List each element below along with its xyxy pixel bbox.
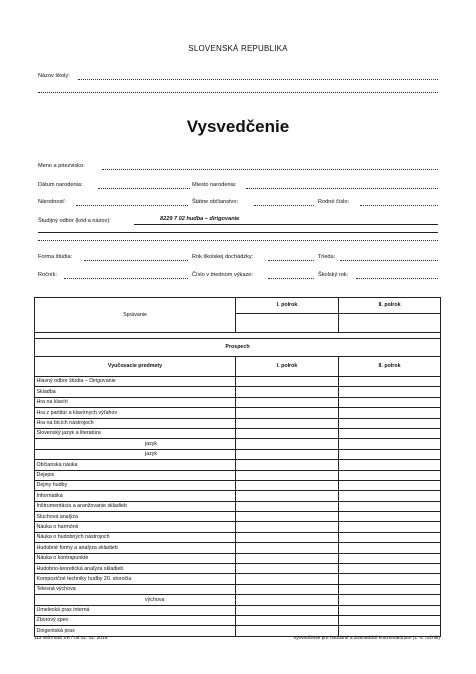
progress-heading: Prospech bbox=[35, 339, 441, 357]
school-name-field-line2[interactable] bbox=[38, 92, 438, 93]
subject-term1-grade[interactable] bbox=[236, 491, 339, 501]
table-row bbox=[35, 470, 441, 480]
subject-term1-grade[interactable] bbox=[236, 439, 339, 449]
subject-name: Telesná výchova bbox=[35, 584, 236, 594]
subject-term2-grade[interactable] bbox=[339, 532, 441, 542]
subject-name: Hra z partitúr a klavírnych výťahov bbox=[35, 408, 236, 418]
table-row bbox=[35, 564, 441, 574]
attendance-year-label: Rok školskej dochádzky: bbox=[192, 254, 254, 260]
behavior-term2-cell[interactable] bbox=[339, 314, 441, 333]
subject-term1-grade[interactable] bbox=[236, 543, 339, 553]
table-row bbox=[35, 595, 441, 605]
subject-name: Sluchová analýza bbox=[35, 512, 236, 522]
subject-term2-grade[interactable] bbox=[339, 428, 441, 438]
progress-row bbox=[35, 339, 441, 357]
field-of-study-line3[interactable] bbox=[38, 240, 438, 241]
field-of-study-value: 8229 7 02 hudba – dirigovanie bbox=[160, 216, 240, 222]
subject-term1-grade[interactable] bbox=[236, 460, 339, 470]
subject-term2-grade[interactable] bbox=[339, 439, 441, 449]
school-name-label: Názov školy: bbox=[38, 73, 70, 79]
study-form-field[interactable] bbox=[84, 260, 188, 261]
subject-name: Dirigentská prax bbox=[35, 626, 236, 636]
school-name-field[interactable] bbox=[78, 79, 438, 80]
subject-name: jazyk bbox=[35, 439, 236, 449]
behavior-label: Správanie bbox=[35, 298, 236, 333]
table-row bbox=[35, 543, 441, 553]
citizenship-field[interactable] bbox=[254, 205, 314, 206]
subject-term1-grade[interactable] bbox=[236, 449, 339, 459]
subject-name: Informatika bbox=[35, 491, 236, 501]
subject-term2-grade[interactable] bbox=[339, 615, 441, 625]
table-row bbox=[35, 584, 441, 594]
table-row bbox=[35, 491, 441, 501]
subject-term2-grade[interactable] bbox=[339, 512, 441, 522]
class-field[interactable] bbox=[340, 260, 438, 261]
table-row bbox=[35, 626, 441, 636]
subject-term2-grade[interactable] bbox=[339, 553, 441, 563]
subject-name: Dejepis bbox=[35, 470, 236, 480]
subject-name: Náuka o harmónii bbox=[35, 522, 236, 532]
nationality-field[interactable] bbox=[76, 205, 188, 206]
subject-name: Hra na bicích nástrojoch bbox=[35, 418, 236, 428]
nationality-label: Národnosť: bbox=[38, 199, 66, 205]
subject-name: Slovenský jazyk a literatúra bbox=[35, 428, 236, 438]
subject-term1-grade[interactable] bbox=[236, 564, 339, 574]
subject-term2-grade[interactable] bbox=[339, 377, 441, 387]
table-row bbox=[35, 428, 441, 438]
birthplace-field[interactable] bbox=[246, 188, 438, 189]
table-row bbox=[35, 512, 441, 522]
study-form-label: Forma štúdia: bbox=[38, 254, 73, 260]
subject-term1-grade[interactable] bbox=[236, 615, 339, 625]
subject-name: Hudobno-teoretická analýza skladieb bbox=[35, 564, 236, 574]
field-of-study-line2[interactable] bbox=[38, 232, 438, 233]
subject-term2-grade[interactable] bbox=[339, 408, 441, 418]
subject-name: Umelecká prax interná bbox=[35, 605, 236, 615]
subject-name: Dejiny hudby bbox=[35, 480, 236, 490]
year-label: Ročník: bbox=[38, 272, 57, 278]
school-year-label: Školský rok: bbox=[318, 272, 349, 278]
subject-term1-grade[interactable] bbox=[236, 501, 339, 511]
subject-name: Náuka o kontrapunkte bbox=[35, 553, 236, 563]
register-number-field[interactable] bbox=[268, 278, 314, 279]
table-row bbox=[35, 460, 441, 470]
subject-term2-grade[interactable] bbox=[339, 564, 441, 574]
id-number-label: Rodné číslo: bbox=[318, 199, 350, 205]
subject-term2-grade[interactable] bbox=[339, 595, 441, 605]
subject-term1-grade[interactable] bbox=[236, 470, 339, 480]
subject-term1-grade[interactable] bbox=[236, 428, 339, 438]
subject-term1-grade[interactable] bbox=[236, 595, 339, 605]
subject-term2-grade[interactable] bbox=[339, 522, 441, 532]
subject-term1-grade[interactable] bbox=[236, 377, 339, 387]
class-label: Trieda: bbox=[318, 254, 336, 260]
subjects-term1-header: I. polrok bbox=[236, 357, 339, 377]
footer-description: Vysvedčenie pre hudobné a dramatické konzervatórium (1.-4. ročník) bbox=[293, 636, 440, 641]
subject-term2-grade[interactable] bbox=[339, 460, 441, 470]
subject-term2-grade[interactable] bbox=[339, 543, 441, 553]
subject-term2-grade[interactable] bbox=[339, 501, 441, 511]
table-row bbox=[35, 377, 441, 387]
subject-term1-grade[interactable] bbox=[236, 387, 339, 397]
subject-term1-grade[interactable] bbox=[236, 605, 339, 615]
subject-term1-grade[interactable] bbox=[236, 574, 339, 584]
behavior-row bbox=[35, 298, 441, 314]
document-title: Vysvedčenie bbox=[186, 117, 290, 136]
table-row bbox=[35, 449, 441, 459]
citizenship-label: Štátne občianstvo: bbox=[192, 199, 239, 205]
table-row bbox=[35, 532, 441, 542]
table-row bbox=[35, 408, 441, 418]
subject-name: Skladba bbox=[35, 387, 236, 397]
subject-term1-grade[interactable] bbox=[236, 397, 339, 407]
field-of-study-field[interactable] bbox=[134, 224, 438, 225]
table-row bbox=[35, 418, 441, 428]
subject-term2-grade[interactable] bbox=[339, 387, 441, 397]
register-number-label: Číslo v triednom výkaze: bbox=[192, 272, 253, 278]
table-row bbox=[35, 605, 441, 615]
subject-name: Hlavný odbor štúdia – Dirigovanie bbox=[35, 377, 236, 387]
subject-name: Náuka o hudobných nástrojoch bbox=[35, 532, 236, 542]
table-row bbox=[35, 397, 441, 407]
subjects-header: Vyučovacie predmety bbox=[35, 357, 236, 377]
subjects-term2-header: II. polrok bbox=[339, 357, 441, 377]
subject-name: Kompozičné techniky hudby 20. storočia bbox=[35, 574, 236, 584]
behavior-term2-header: II. polrok bbox=[339, 298, 441, 314]
table-row bbox=[35, 615, 441, 625]
subject-term2-grade[interactable] bbox=[339, 626, 441, 636]
school-year-field[interactable] bbox=[356, 278, 438, 279]
subject-term2-grade[interactable] bbox=[339, 397, 441, 407]
subject-term1-grade[interactable] bbox=[236, 626, 339, 636]
table-row bbox=[35, 387, 441, 397]
year-field[interactable] bbox=[64, 278, 188, 279]
table-row bbox=[35, 553, 441, 563]
subject-term1-grade[interactable] bbox=[236, 553, 339, 563]
subject-term2-grade[interactable] bbox=[339, 470, 441, 480]
subject-name: Hra na klavíri bbox=[35, 397, 236, 407]
subject-name: Inštrumentácia a aranžovanie skladieb bbox=[35, 501, 236, 511]
subject-name: jazyk bbox=[35, 449, 236, 459]
dob-field[interactable] bbox=[98, 188, 190, 189]
subject-term1-grade[interactable] bbox=[236, 512, 339, 522]
subject-term2-grade[interactable] bbox=[339, 480, 441, 490]
birthplace-label: Miesto narodenia: bbox=[192, 182, 237, 188]
subject-term1-grade[interactable] bbox=[236, 418, 339, 428]
subjects-header-row bbox=[35, 357, 441, 377]
id-number-field[interactable] bbox=[360, 205, 438, 206]
name-field[interactable] bbox=[102, 169, 438, 170]
subject-term1-grade[interactable] bbox=[236, 480, 339, 490]
behavior-term1-cell[interactable] bbox=[236, 314, 339, 333]
table-row bbox=[35, 574, 441, 584]
subject-term1-grade[interactable] bbox=[236, 584, 339, 594]
subject-term2-grade[interactable] bbox=[339, 574, 441, 584]
behavior-term1-header: I. polrok bbox=[236, 298, 339, 314]
subject-name: Občianska náuka bbox=[35, 460, 236, 470]
field-of-study-label: Študijný odbor (kód a názov): bbox=[38, 218, 111, 224]
subject-term1-grade[interactable] bbox=[236, 522, 339, 532]
table-row bbox=[35, 480, 441, 490]
subject-term2-grade[interactable] bbox=[339, 584, 441, 594]
attendance-year-field[interactable] bbox=[268, 260, 314, 261]
name-label: Meno a priezvisko: bbox=[38, 163, 85, 169]
dob-label: Dátum narodenia: bbox=[38, 182, 83, 188]
subject-term2-grade[interactable] bbox=[339, 418, 441, 428]
table-row bbox=[35, 501, 441, 511]
footer-form-code: 112 MŠVVaŠ SR / od 01. 01. 2015 bbox=[34, 636, 108, 641]
subject-name: výchova bbox=[35, 595, 236, 605]
grades-table bbox=[34, 297, 441, 637]
table-row bbox=[35, 522, 441, 532]
subject-name: Hudobné formy a analýza skladieb bbox=[35, 543, 236, 553]
republic-heading: SLOVENSKÁ REPUBLIKA bbox=[188, 44, 288, 53]
subject-term2-grade[interactable] bbox=[339, 605, 441, 615]
subject-term2-grade[interactable] bbox=[339, 449, 441, 459]
subject-term2-grade[interactable] bbox=[339, 491, 441, 501]
subject-term1-grade[interactable] bbox=[236, 408, 339, 418]
subject-name: Zborový spev bbox=[35, 615, 236, 625]
subject-term1-grade[interactable] bbox=[236, 532, 339, 542]
table-row bbox=[35, 439, 441, 449]
